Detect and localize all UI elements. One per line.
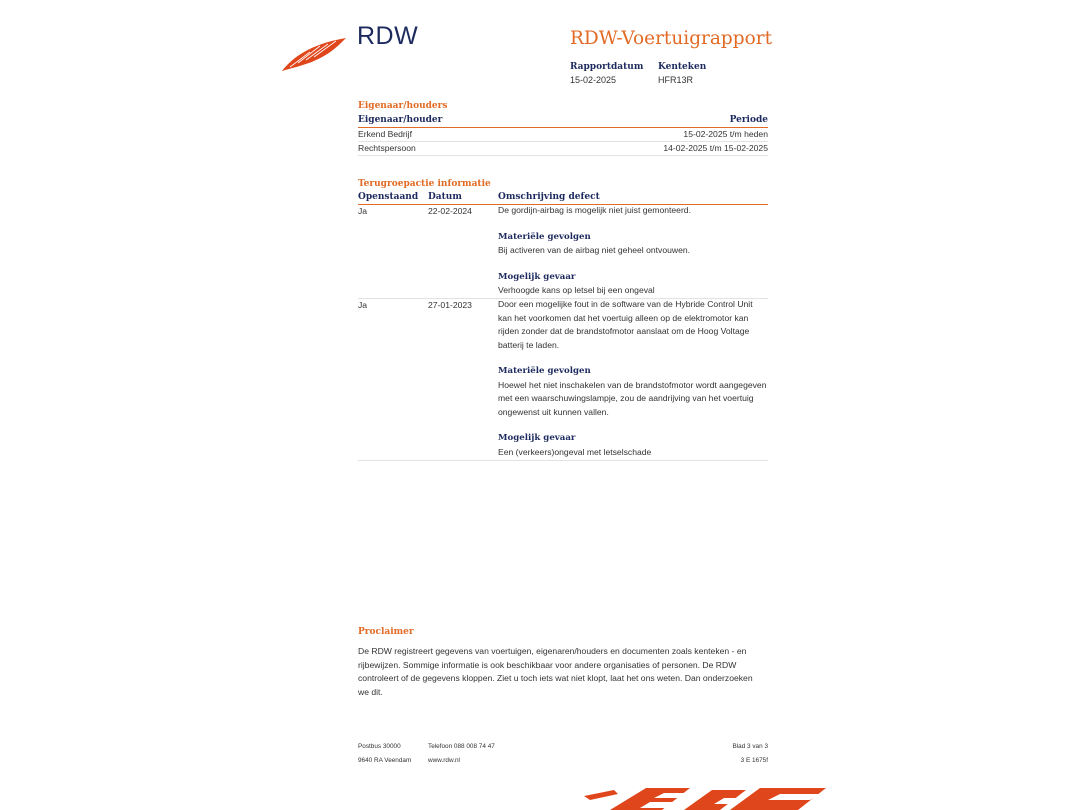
owners-heading: Eigenaar/houders bbox=[358, 101, 448, 111]
footer-page-number: Blad 3 van 3 bbox=[732, 743, 768, 750]
recall-row-2-description: Door een mogelijke fout in de software van de Hybride Control Unit kan het voorkomen dat het voertuig alleen op de elektromotor kan rijden zonder dat de brandstofmotor aanslaat om de Hoog Voltage batterij te laden. bbox=[498, 299, 753, 350]
decorative-stripes-graphic bbox=[584, 786, 828, 810]
owners-col-period: Periode bbox=[729, 115, 768, 125]
recall-row-1-description: De gordijn-airbag is mogelijk niet juist gemonteerd. bbox=[498, 205, 691, 215]
footer-document-code: 3 E 1675f bbox=[740, 757, 768, 764]
rapportdatum-value: 15-02-2025 bbox=[570, 75, 617, 85]
recall-col-description: Omschrijving defect bbox=[498, 192, 600, 202]
owner-row-2-period: 14-02-2025 t/m 15-02-2025 bbox=[663, 143, 768, 153]
kenteken-value: HFR13R bbox=[658, 75, 694, 85]
footer-city: 9640 RA Veendam bbox=[358, 757, 412, 764]
owner-row-divider bbox=[358, 141, 768, 142]
recall-row-1-danger: Verhoogde kans op letsel bij een ongeval bbox=[498, 285, 655, 295]
recall-row-2-consequences: Hoewel het niet inschakelen van de brandstofmotor wordt aangegeven met een waarschuwingslampje, zou de aandrijving van het voertuig ongewenst uit kunnen vallen. bbox=[498, 379, 767, 417]
recall-row-divider bbox=[358, 460, 768, 461]
recall-row-1-consequences: Bij activeren van de airbag niet geheel ontvouwen. bbox=[498, 245, 691, 255]
kenteken-label: Kenteken bbox=[658, 62, 707, 72]
owner-row-1-period: 15-02-2025 t/m heden bbox=[683, 129, 768, 139]
rapportdatum-label: Rapportdatum bbox=[570, 62, 644, 72]
owners-col-owner: Eigenaar/houder bbox=[358, 115, 443, 125]
recall-heading: Terugroepactie informatie bbox=[358, 179, 491, 189]
recall-col-date: Datum bbox=[428, 192, 462, 202]
report-title: RDW-Voertuigrapport bbox=[570, 28, 773, 49]
footer-phone: Telefoon 088 008 74 47 bbox=[428, 743, 495, 750]
recall-row-1-open: Ja bbox=[358, 206, 368, 216]
owners-header-rule bbox=[358, 127, 768, 128]
recall-row-1-details bbox=[498, 204, 768, 298]
rdw-feather-logo-icon bbox=[280, 36, 350, 74]
recall-row-1-danger-label: Mogelijk gevaar bbox=[498, 271, 576, 282]
owner-row-1-owner: Erkend Bedrijf bbox=[358, 129, 412, 139]
recall-col-open: Openstaand bbox=[358, 192, 419, 202]
brand-name: RDW bbox=[357, 22, 419, 50]
recall-row-2-open: Ja bbox=[358, 300, 368, 310]
proclaimer-text: De RDW registreert gegevens van voertuigen, eigenaren/houders en documenten zoals kenteken - en rijbewijzen. Sommige informatie is ook beschikbaar voor andere organisaties of personen. De RDW controleert of de gegevens kloppen. Ziet u toch iets wat niet klopt, laat het ons weten. Dan onderzoeken we dit. bbox=[358, 646, 753, 697]
recall-row-1-date: 22-02-2024 bbox=[428, 206, 472, 216]
recall-row-2-details bbox=[498, 298, 768, 459]
recall-row-2-date: 27-01-2023 bbox=[428, 300, 472, 310]
proclaimer-heading: Proclaimer bbox=[358, 627, 414, 637]
owner-row-divider bbox=[358, 155, 768, 156]
owner-row-2-owner: Rechtspersoon bbox=[358, 143, 416, 153]
recall-row-2-danger-label: Mogelijk gevaar bbox=[498, 433, 576, 443]
recall-row-2-consequences-label: Materiële gevolgen bbox=[498, 366, 591, 376]
footer-postbus: Postbus 30000 bbox=[358, 743, 401, 750]
recall-row-2-danger: Een (verkeers)ongeval met letselschade bbox=[498, 446, 652, 457]
recall-row-1-consequences-label: Materiële gevolgen bbox=[498, 231, 591, 242]
footer-website-link[interactable]: www.rdw.nl bbox=[428, 757, 460, 764]
